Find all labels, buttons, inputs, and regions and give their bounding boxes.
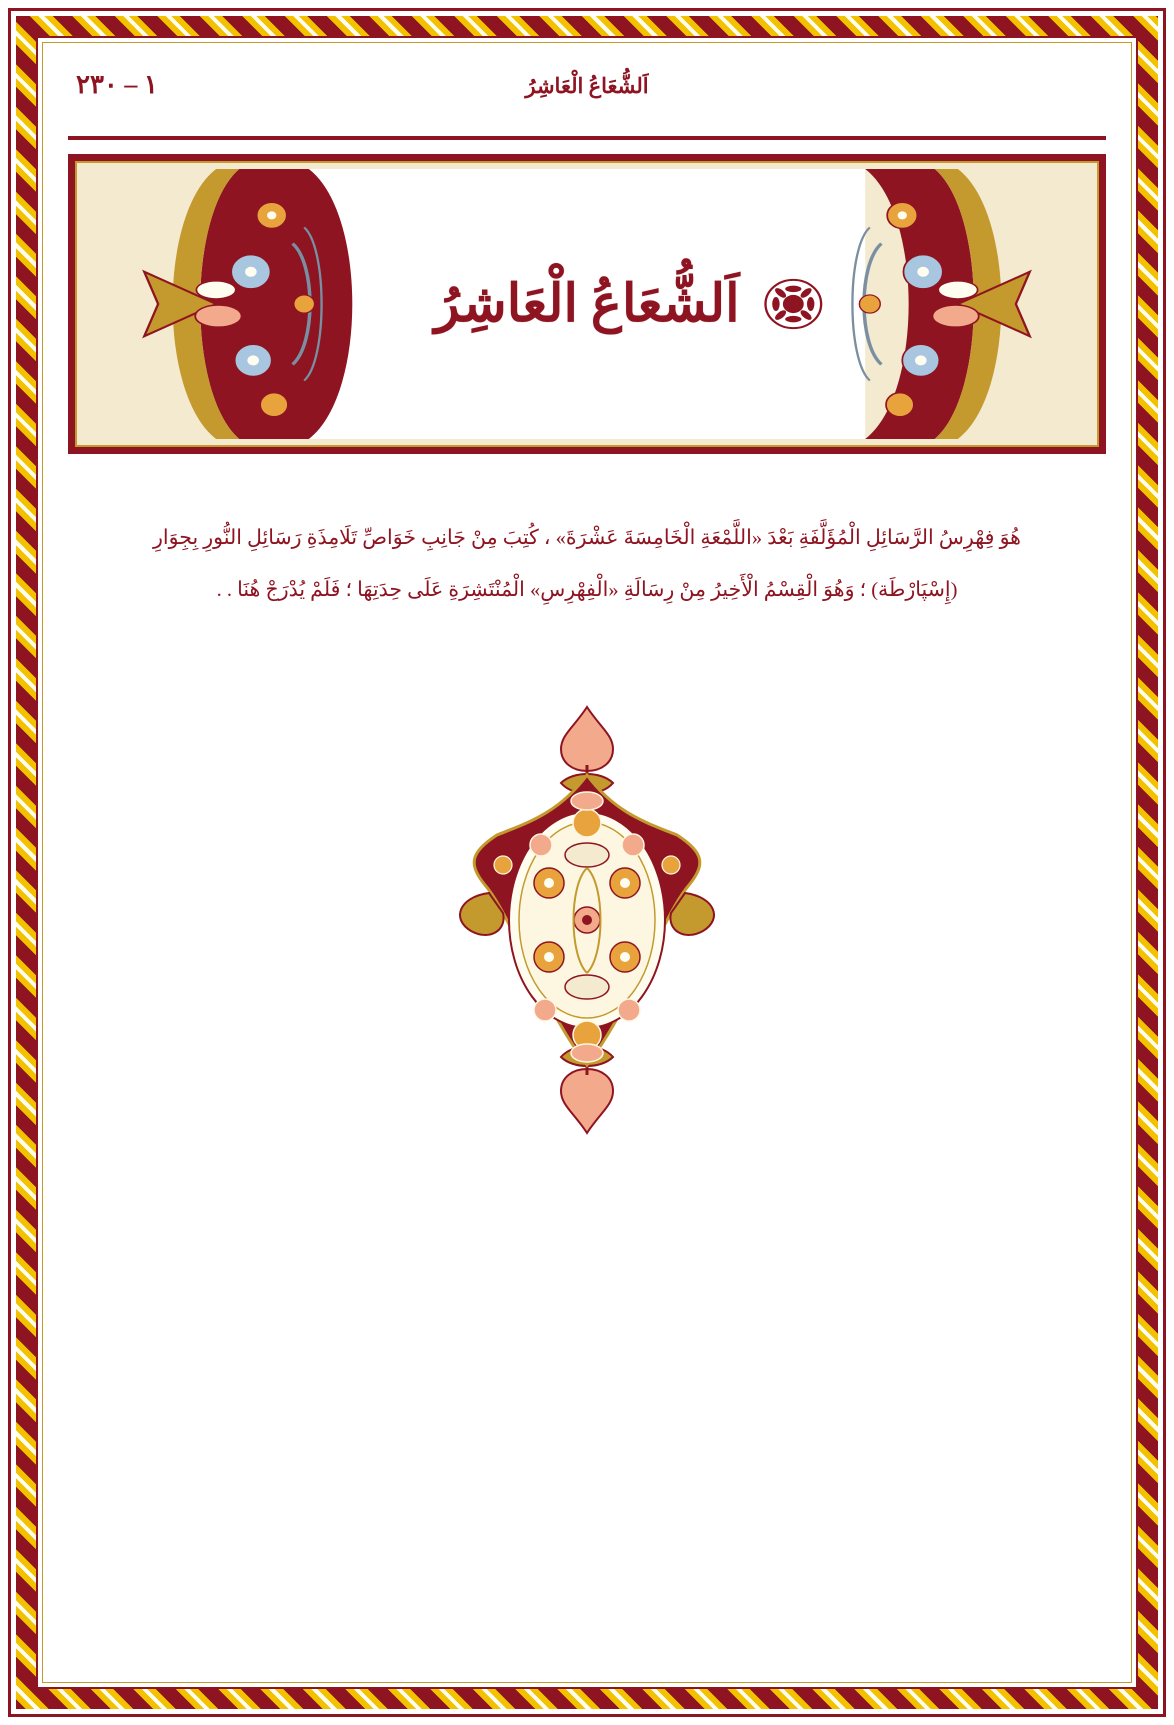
floral-medallion-ornament [437, 705, 737, 1135]
medallion-graphic [437, 705, 737, 1135]
page-number: ١ – ٢٣٠ [76, 70, 158, 99]
header-divider [68, 136, 1106, 140]
chapter-title: اَلشُّعَاعُ الْعَاشِرُ [434, 276, 740, 333]
title-panel [68, 154, 1106, 454]
page-header [56, 70, 1118, 128]
running-head-title: اَلشُّعَاعُ الْعَاشِرُ [525, 74, 649, 98]
page-content [56, 56, 1118, 1669]
title-panel-inner [75, 161, 1099, 447]
body-paragraph: هُوَ فِهْرِسُ الرَّسَائِلِ الْمُؤَلَّفَةِ بَعْدَ «اللَّمْعَةِ الْخَامِسَةَ عَشْرَةَ» ، كُتِبَ مِنْ جَانِبِ خَوَاصِّ تَلَامِذَةِ رَسَائِلِ النُّورِ بِجِوَارِ (إِسْپَارْطَة) ؛ وَهُوَ الْقِسْمُ الْأَخِيرُ مِنْ رِسَالَةِ «الْفِهْرِسِ» الْمُنْتَشِرَةِ عَلَى حِدَتِهَا ؛ فَلَمْ يُدْرَجْ هُنَا . . [153, 527, 1021, 602]
